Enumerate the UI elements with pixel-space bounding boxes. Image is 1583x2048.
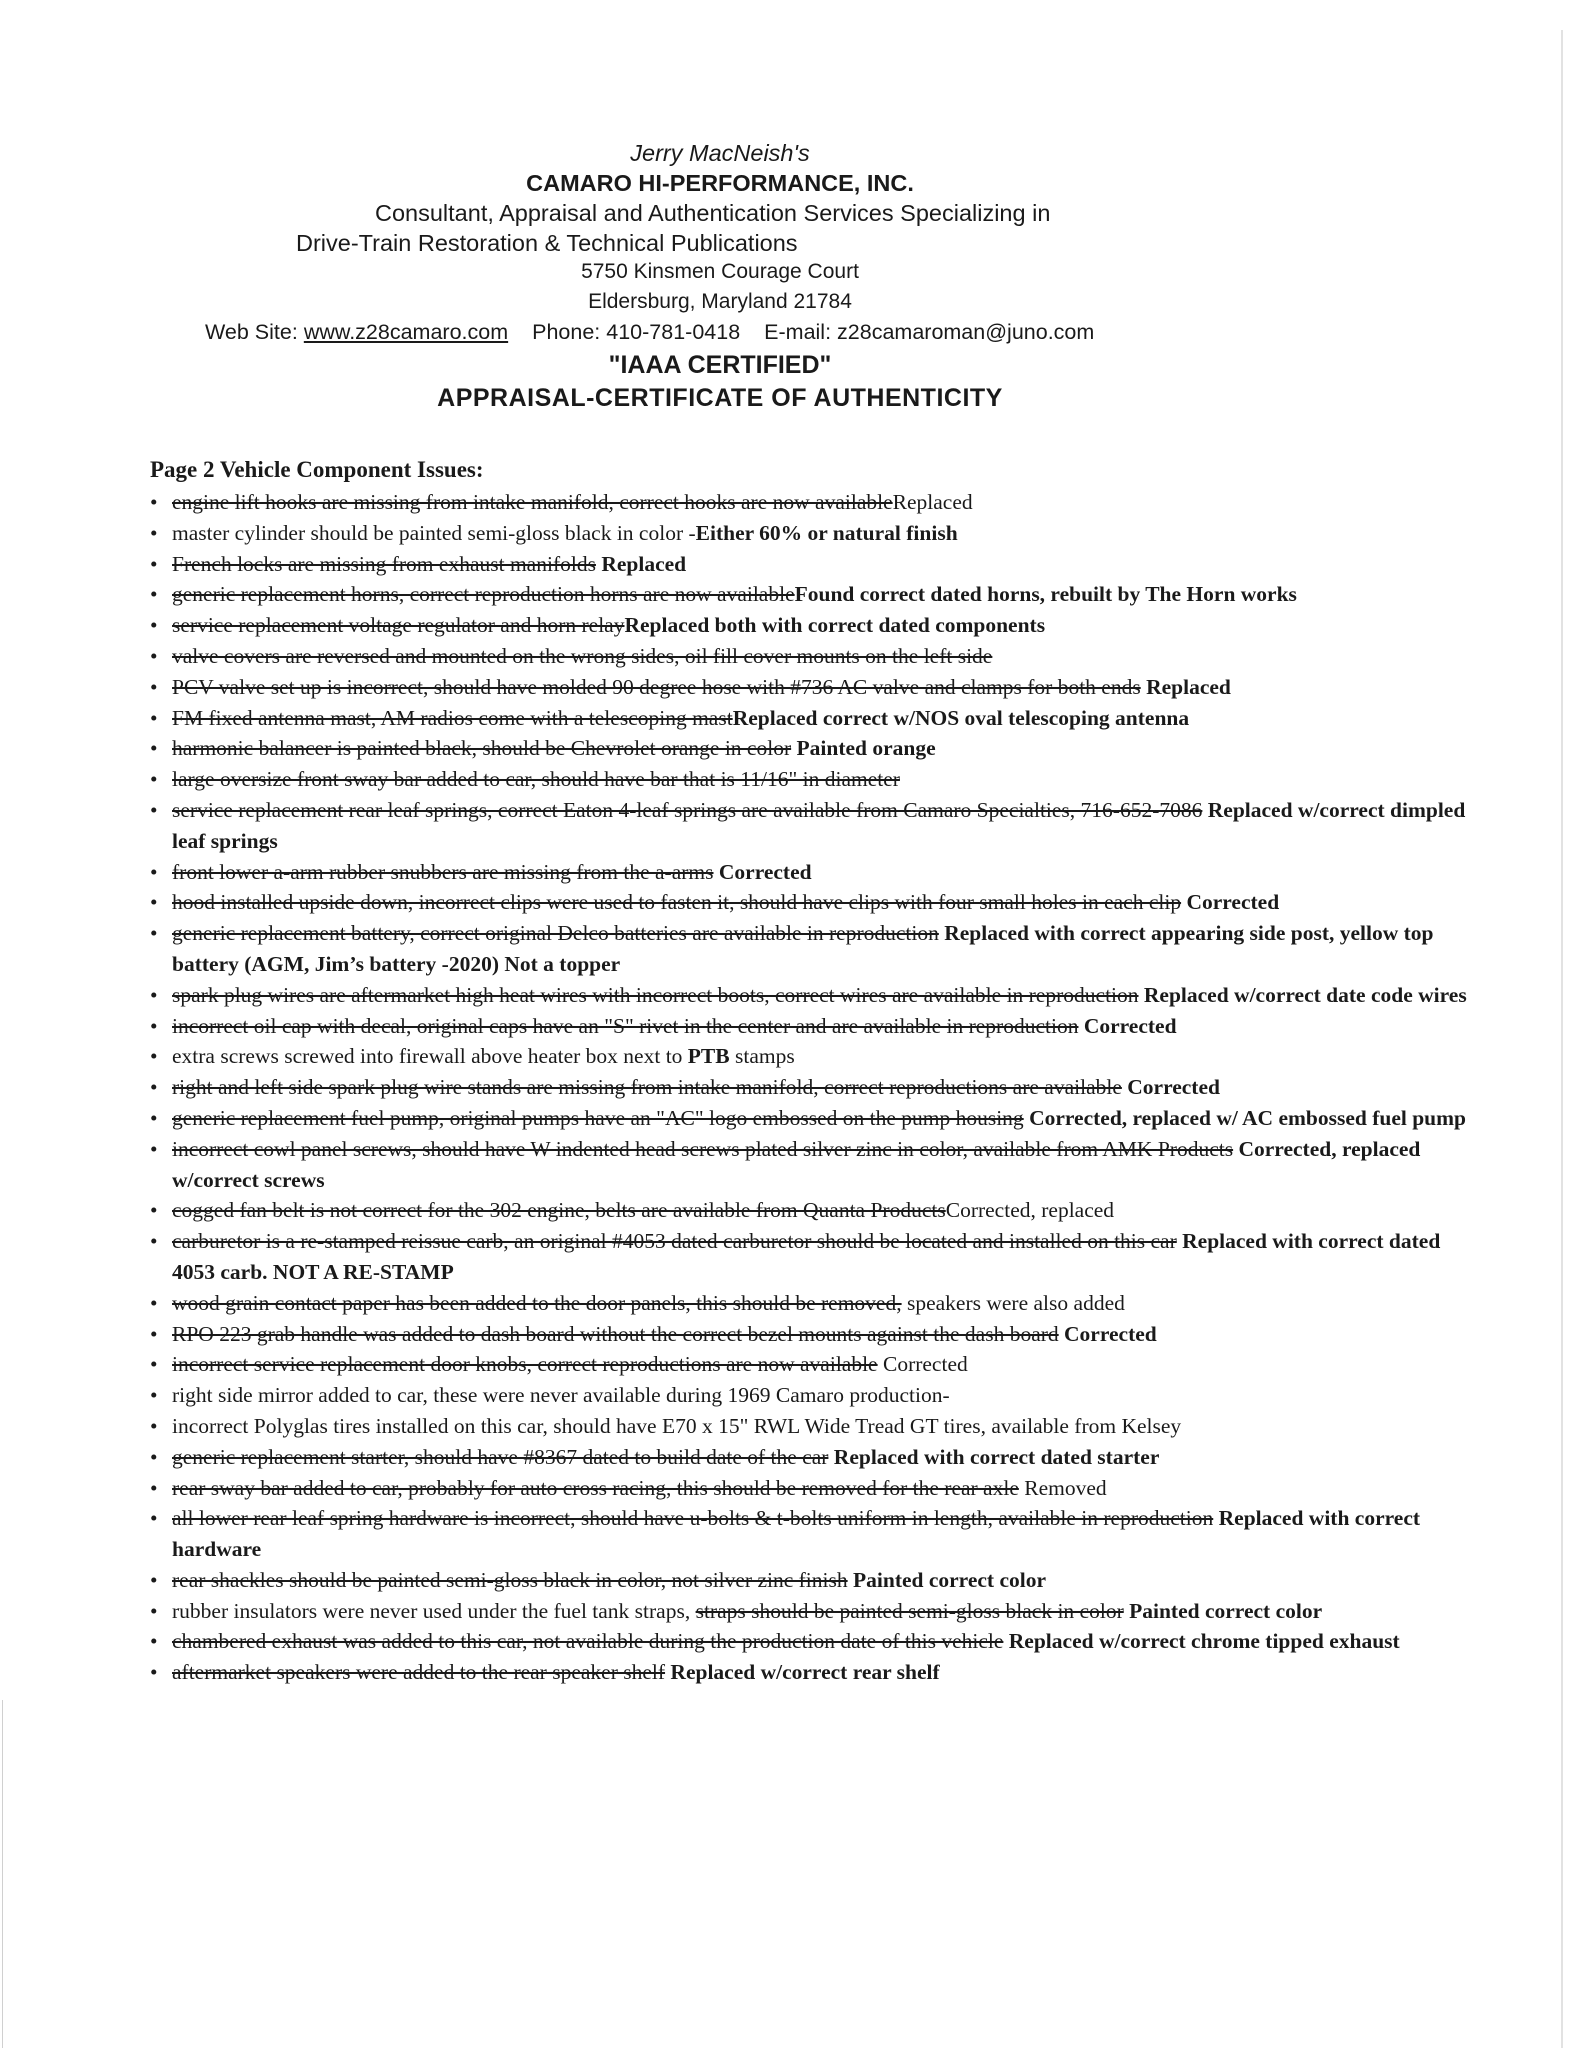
list-item [150,1226,1480,1288]
list-item [150,549,1480,580]
issue-text: master cylinder should be painted semi-gloss black in color - [172,520,696,545]
list-item [150,1565,1480,1596]
list-item [150,610,1480,641]
resolution-text: Replaced [1140,674,1231,699]
resolution-text: Replaced w/correct date code wires [1138,982,1467,1007]
struck-issue-text: front lower a-arm rubber snubbers are missing from the a-arms [172,859,714,884]
phone-label: Phone: [532,320,601,344]
struck-issue-text: valve covers are reversed and mounted on the wrong sides, oil fill cover mounts on the left side [172,643,993,668]
struck-issue-text: right and left side spark plug wire stands are missing from intake manifold, correct reproductions are available [172,1075,1122,1100]
resolution-text: Painted correct color [1123,1598,1323,1623]
list-item [150,1442,1480,1473]
contact-line [205,320,1094,345]
struck-issue-text: straps should be painted semi-gloss black in color [695,1598,1124,1623]
struck-issue-text: carburetor is a re-stamped reissue carb, an original #4053 dated carburetor should be located and installed on this car [172,1229,1177,1254]
struck-issue-text: spark plug wires are aftermarket high heat wires with incorrect boots, correct wires are available in reproduction [172,982,1139,1007]
struck-issue-text: incorrect service replacement door knobs, correct reproductions are now available [172,1352,878,1377]
resolution-text: Replaced with correct hardware [172,1506,1421,1562]
struck-issue-text: incorrect cowl panel screws, should have W indented head screws plated silver zinc in color, available from AMK Products [172,1136,1234,1161]
resolution-text: Corrected [1181,890,1280,915]
list-item [150,1319,1480,1350]
issues-list [150,487,1480,1688]
email-address: z28camaroman@juno.com [837,320,1095,344]
list-item [150,703,1480,734]
list-item [150,1380,1480,1411]
struck-issue-text: FM fixed antenna mast, AM radios come with a telescoping mast [172,705,733,730]
resolution-text: Replaced w/correct rear shelf [665,1660,940,1685]
list-item [150,1596,1480,1627]
list-item [150,1657,1480,1688]
resolution-text: Corrected, replaced w/correct screws [172,1136,1421,1192]
owner-name: Jerry MacNeish's [630,140,810,166]
issue-text: rubber insulators were never used under the fuel tank straps, [172,1598,696,1623]
list-item [150,1503,1480,1565]
resolution-text: Replaced with correct dated starter [828,1444,1160,1469]
struck-issue-text: generic replacement horns, correct reproduction horns are now available [172,582,795,607]
resolution-text: Replaced with correct appearing side post, yellow top battery (AGM, Jim’s battery -2020) Not a topper [172,921,1434,976]
list-item [150,918,1480,980]
struck-issue-text: all lower rear leaf spring hardware is incorrect, should have u-bolts & t-bolts uniform in length, available in reproduction [172,1506,1214,1531]
resolution-text: Painted correct color [847,1567,1047,1592]
resolution-text: Replaced with correct dated 4053 carb. NOT A RE-STAMP [172,1229,1441,1284]
struck-issue-text: hood installed upside down, incorrect clips were used to fasten it, should have clips with four small holes in each clip [172,890,1182,915]
list-item [150,579,1480,610]
list-item [150,1011,1480,1042]
list-item [150,795,1480,857]
list-item [150,1349,1480,1380]
struck-issue-text: service replacement rear leaf springs, correct Eaton 4-leaf springs are available from Camaro Specialties, 716-652-7086 [172,797,1203,822]
list-item [150,1473,1480,1504]
struck-issue-text: French locks are missing from exhaust manifolds [172,551,596,576]
issue-text: incorrect Polyglas tires installed on this car, should have E70 x 15" RWL Wide Tread GT tires, available from Kelsey [172,1413,1182,1438]
struck-issue-text: RPO 223 grab handle was added to dash board without the correct bezel mounts against the dash board [172,1321,1059,1346]
resolution-text: Replaced both with correct dated components [624,613,1046,638]
resolution-text: Replaced [892,490,973,514]
issue-text-bold: PTB [687,1044,730,1069]
resolution-text: Corrected [1058,1321,1157,1346]
struck-issue-text: incorrect oil cap with decal, original caps have an "S" rivet in the center and are available in reproduction [172,1013,1079,1038]
list-item [150,641,1480,672]
struck-issue-text: generic replacement starter, should have #8367 dated to build date of the car [172,1444,829,1469]
tagline-line-2: Drive-Train Restoration & Technical Publications [296,230,798,256]
resolution-text: Painted orange [791,736,936,761]
list-item [150,1288,1480,1319]
tagline-line-1: Consultant, Appraisal and Authentication Services Specializing in [375,200,1051,226]
struck-issue-text: aftermarket speakers were added to the rear speaker shelf [172,1660,666,1685]
list-item [150,887,1480,918]
struck-issue-text: generic replacement fuel pump, original pumps have an "AC" logo embossed on the pump housing [172,1105,1024,1130]
list-item [150,1411,1480,1442]
struck-issue-text: chambered exhaust was added to this car, not available during the production date of this vehicle [172,1629,1004,1654]
list-item [150,733,1480,764]
struck-issue-text: harmonic balancer is painted black, should be Chevrolet orange in color [172,736,792,761]
resolution-text: Corrected [713,859,812,884]
document-title: APPRAISAL-CERTIFICATE OF AUTHENTICITY [437,384,1003,412]
list-item [150,980,1480,1011]
list-item [150,1134,1480,1196]
struck-issue-text: rear shackles should be painted semi-gloss black in color, not silver zinc finish [172,1567,848,1592]
phone-number: 410-781-0418 [606,320,741,344]
certification-label: "IAAA CERTIFIED" [608,351,832,379]
list-item [150,1195,1480,1226]
resolution-text: Replaced correct w/NOS oval telescoping antenna [732,705,1190,730]
email-label: E-mail: [764,320,832,344]
resolution-text: Corrected [1078,1013,1177,1038]
list-item [150,1103,1480,1134]
resolution-text: Corrected, replaced [945,1198,1115,1223]
struck-issue-text: wood grain contact paper has been added to the door panels, this should be removed, [172,1290,902,1315]
address-line-1: 5750 Kinsmen Courage Court [581,260,859,283]
section-heading: Page 2 Vehicle Component Issues: [150,457,484,482]
struck-issue-text: large oversize front sway bar added to car, should have bar that is 11/16" in diameter [172,767,900,792]
list-item [150,764,1480,795]
resolution-text: Either 60% or natural finish [695,520,958,545]
list-item [150,1041,1480,1072]
list-item [150,672,1480,703]
struck-issue-text: cogged fan belt is not correct for the 302 engine, belts are available from Quanta Products [172,1198,946,1223]
struck-issue-text: rear sway bar added to car, probably for auto cross racing, this should be removed for the rear axle [172,1475,1019,1500]
resolution-text: speakers were also added [901,1290,1125,1315]
struck-issue-text: generic replacement battery, correct original Delco batteries are available in reproduction [172,921,939,946]
resolution-text: Replaced [595,551,687,576]
list-item [150,1072,1480,1103]
resolution-text: Removed [1018,1475,1107,1500]
resolution-text: Replaced w/correct dimpled leaf springs [172,797,1466,853]
issue-text: stamps [729,1044,795,1069]
issue-text: right side mirror added to car, these were never available during 1969 Camaro production- [172,1383,950,1408]
resolution-text: Corrected, replaced w/ AC embossed fuel pump [1023,1105,1467,1130]
scan-left-edge-line [2,1700,3,2048]
company-name: CAMARO HI-PERFORMANCE, INC. [526,170,914,196]
issue-text: extra screws screwed into firewall above heater box next to [172,1044,688,1069]
scan-edge-line [1561,30,1563,2048]
list-item [150,857,1480,888]
struck-issue-text: engine lift hooks are missing from intake manifold, correct hooks are now available [172,490,893,514]
address-line-2: Eldersburg, Maryland 21784 [588,290,852,313]
resolution-text: Found correct dated horns, rebuilt by The Horn works [794,582,1297,607]
website-link[interactable]: www.z28camaro.com [303,320,509,344]
struck-issue-text: PCV valve set up is incorrect, should have molded 90 degree hose with #736 AC valve and clamps for both ends [172,674,1141,699]
resolution-text: Corrected [1121,1075,1220,1100]
resolution-text: Replaced w/correct chrome tipped exhaust [1003,1629,1400,1654]
struck-issue-text: service replacement voltage regulator and horn relay [172,613,625,638]
list-item [150,1626,1480,1657]
website-label: Web Site: [205,320,298,344]
list-item [150,487,1480,518]
resolution-text: Corrected [877,1352,968,1377]
list-item [150,518,1480,549]
document-body [150,457,1480,1688]
